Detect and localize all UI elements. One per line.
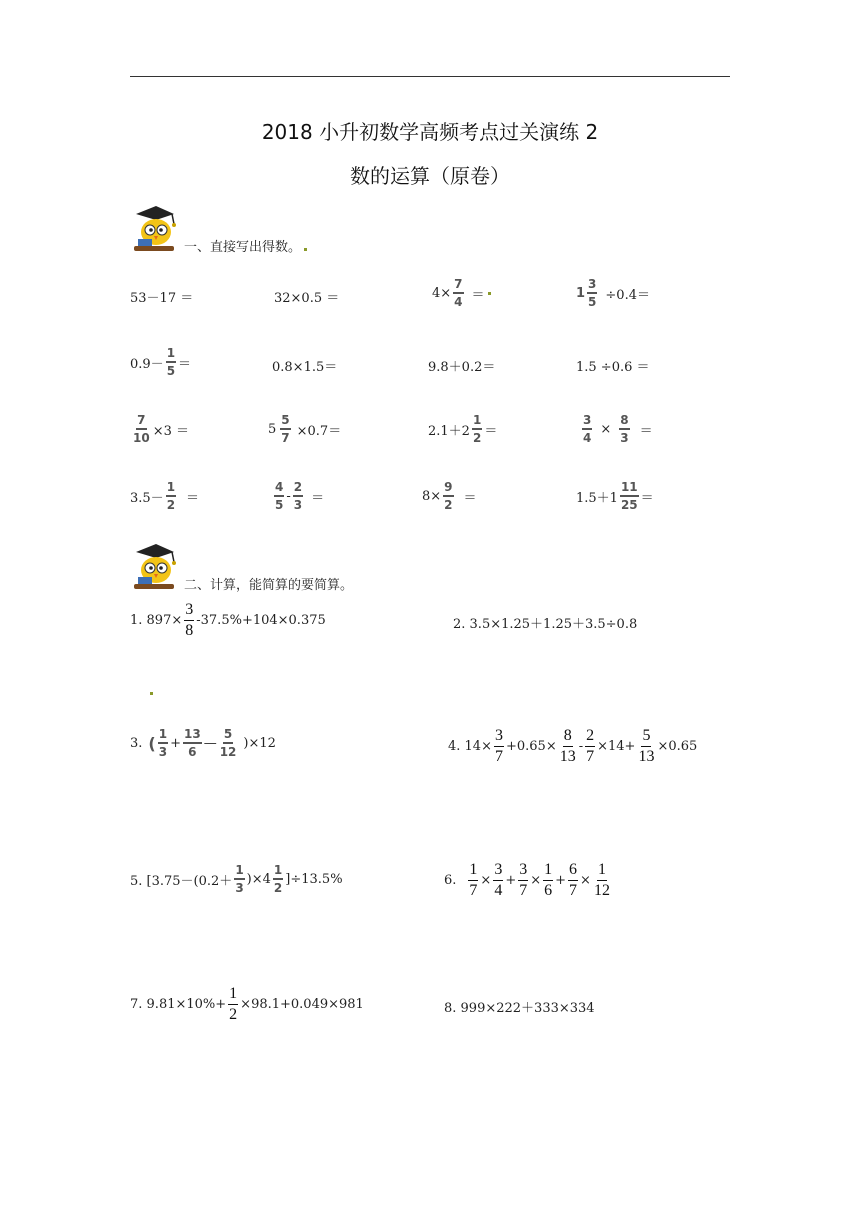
calc-problem-3: 3. ( 1 3 + $\frac{13}{6}$ — 5 12 )×12 bbox=[130, 727, 276, 759]
oral-item: 9.8＋0.2＝ bbox=[428, 360, 496, 375]
oral-item: 4 5 - 2 3 ＝ bbox=[275, 480, 325, 512]
calc-problem-6: 6. $\frac{1}{7}$ × $\frac{3}{4}$ + $\frac{3}{7}$ × $\frac{1}{6}$ + $\frac{6}{7}$ × $\frac{1}{12}$ bbox=[444, 861, 610, 899]
graduate-bird-icon bbox=[128, 202, 184, 252]
section1-heading-text: 一、直接写出得数。 bbox=[184, 240, 302, 255]
section2-heading-text: 二、计算，能简算的要简算。 bbox=[184, 578, 354, 593]
oral-item: 2.1＋2 1 2 ＝ bbox=[428, 413, 498, 445]
oral-item: 53－17 ＝ bbox=[130, 291, 194, 306]
calc-problem-7: 7. 9.81×10%+ $\frac{1}{2}$ ×98.1+0.049×981 bbox=[130, 985, 364, 1023]
graduate-bird-icon bbox=[128, 540, 184, 590]
oral-item: 3.5－ 1 2 ＝ bbox=[130, 480, 200, 512]
stray-mark bbox=[150, 692, 153, 695]
oral-item: 1.5 ÷0.6 ＝ bbox=[576, 360, 650, 375]
header-rule bbox=[130, 76, 730, 77]
oral-item: 0.9－ 1 5 ＝ bbox=[130, 346, 192, 378]
page-subtitle: 数的运算（原卷） bbox=[350, 164, 510, 188]
oral-item: $\frac{7}{10}$ ×3 ＝ bbox=[133, 413, 189, 445]
oral-item: 1 $\frac{3}{5}$ ÷0.4＝ bbox=[576, 277, 650, 309]
oral-item: 4× $\frac{7}{4}$ ＝ bbox=[432, 278, 491, 308]
calc-problem-5: 5. [3.75－(0.2＋ 1 3 )×4 1 2 ]÷13.5% bbox=[130, 863, 343, 895]
calc-problem-2: 2. 3.5×1.25＋1.25＋3.5÷0.8 bbox=[453, 617, 638, 632]
page-title: 2018 小升初数学高频考点过关演练 2 bbox=[261, 120, 599, 144]
calc-problem-4: 4. 14× $\frac{3}{7}$ +0.65× $\frac{8}{13}$ - $\frac{2}{7}$ ×14+ $\frac{5}{13}$ ×0.65 bbox=[448, 727, 698, 765]
calc-problem-1: 1. 897× $\frac{3}{8}$ -37.5%+104×0.375 bbox=[130, 601, 326, 639]
oral-item: 1.5＋1 11 25 ＝ bbox=[576, 480, 654, 512]
oral-item: $\frac{3}{4}$ × $\frac{8}{3}$ ＝ bbox=[583, 413, 653, 445]
oral-item: 8× $\frac{9}{2}$ ＝ bbox=[422, 480, 477, 512]
oral-item: 32×0.5 ＝ bbox=[274, 291, 340, 306]
oral-item: 0.8×1.5＝ bbox=[272, 360, 338, 375]
calc-problem-8: 8. 999×222＋333×334 bbox=[444, 1001, 595, 1016]
oral-item: 5 $\frac{5}{7}$ ×0.7＝ bbox=[268, 413, 342, 445]
